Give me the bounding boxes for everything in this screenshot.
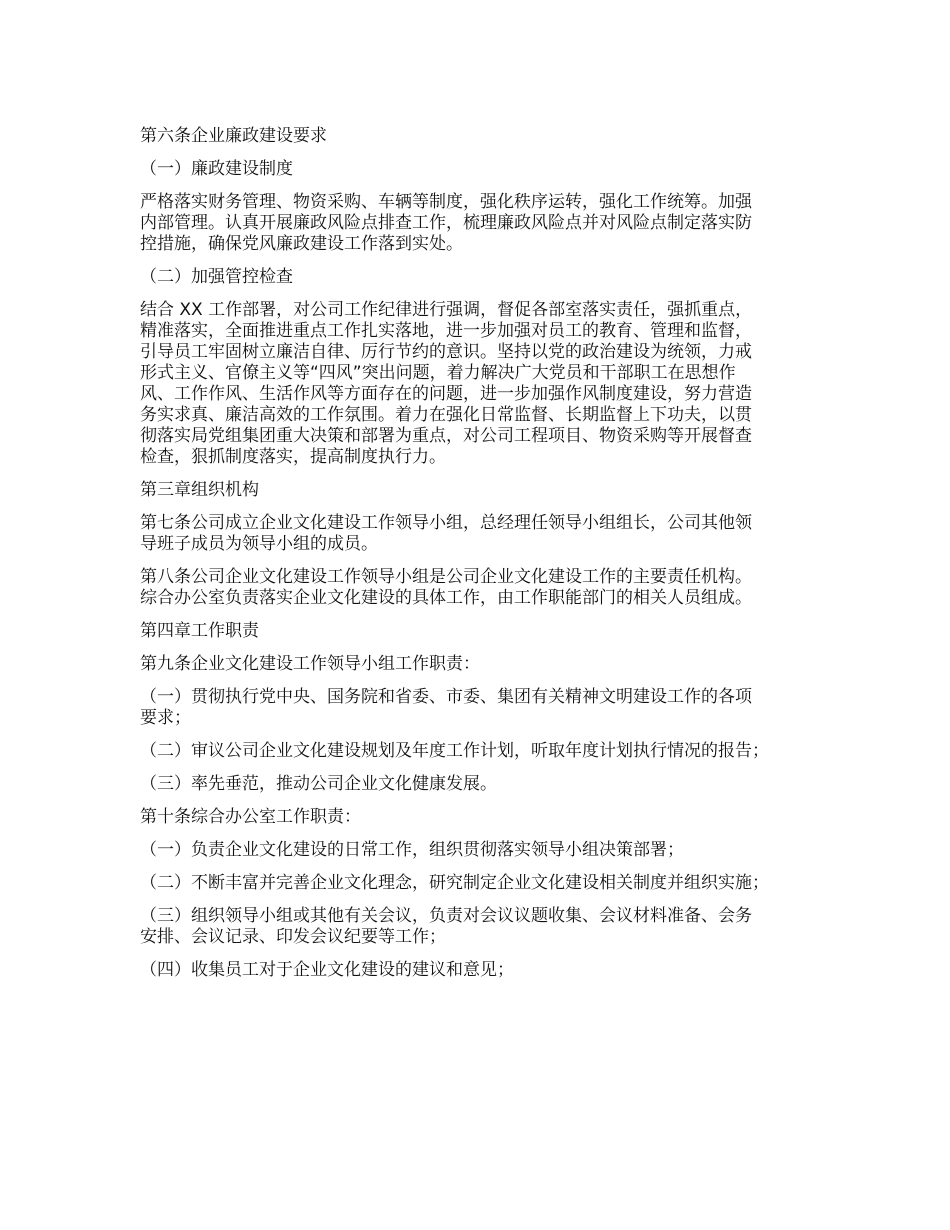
control-inspection-paragraph bbox=[140, 300, 830, 468]
text-line: 第四章工作职责 bbox=[140, 621, 259, 641]
text-line: 务实求真、廉洁高效的工作氛围。着力在强化日常监督、长期监督上下功夫，以贯 bbox=[140, 405, 752, 425]
text-line: 第三章组织机构 bbox=[140, 480, 259, 500]
article-9-item-1 bbox=[140, 687, 830, 729]
article-9-item-3 bbox=[140, 774, 830, 795]
text-line: （一）贯彻执行党中央、国务院和省委、市委、集团有关精神文明建设工作的各项 bbox=[140, 687, 752, 707]
text-line: 精准落实，全面推进重点工作扎实落地，进一步加强对员工的教育、管理和监督， bbox=[140, 321, 752, 341]
article-10-paragraph bbox=[140, 807, 830, 828]
text-line: 内部管理。认真开展廉政风险点排查工作，梳理廉政风险点并对风险点制定落实防 bbox=[140, 213, 752, 233]
text-line: （一）负责企业文化建设的日常工作，组织贯彻落实领导小组决策部署； bbox=[140, 840, 684, 860]
text-line: 结合 XX 工作部署，对公司工作纪律进行强调，督促各部室落实责任，强抓重点， bbox=[140, 300, 753, 320]
text-line: 引导员工牢固树立廉洁自律、厉行节约的意识。坚持以党的政治建设为统领，力戒 bbox=[140, 342, 752, 362]
text-line: 控措施，确保党风廉政建设工作落到实处。 bbox=[140, 234, 463, 254]
article-6-heading bbox=[140, 126, 830, 147]
chapter-3-heading bbox=[140, 480, 830, 501]
text-line: 严格落实财务管理、物资采购、车辆等制度，强化秩序运转，强化工作统筹。加强 bbox=[140, 192, 752, 212]
article-9-item-2 bbox=[140, 741, 830, 762]
text-line: （二）审议公司企业文化建设规划及年度工作计划，听取年度计划执行情况的报告； bbox=[140, 741, 769, 761]
document-page bbox=[140, 126, 830, 993]
text-line: 第十条综合办公室工作职责： bbox=[140, 807, 361, 827]
text-line: 检查，狠抓制度落实，提高制度执行力。 bbox=[140, 447, 446, 467]
text-line: （三）组织领导小组或其他有关会议，负责对会议议题收集、会议材料准备、会务 bbox=[140, 906, 752, 926]
text-line: 形式主义、官僚主义等“四风”突出问题，着力解决广大党员和干部职工在思想作 bbox=[140, 363, 736, 383]
text-line: 综合办公室负责落实企业文化建设的具体工作，由工作职能部门的相关人员组成。 bbox=[140, 588, 752, 608]
text-line: （一）廉政建设制度 bbox=[140, 159, 293, 179]
article-10-item-2 bbox=[140, 873, 830, 894]
text-line: 第七条公司成立企业文化建设工作领导小组，总经理任领导小组组长，公司其他领 bbox=[140, 513, 752, 533]
article-10-item-3 bbox=[140, 906, 830, 948]
integrity-system-paragraph bbox=[140, 192, 830, 255]
article-8-paragraph bbox=[140, 567, 830, 609]
text-line: 第八条公司企业文化建设工作领导小组是公司企业文化建设工作的主要责任机构。 bbox=[140, 567, 752, 587]
text-line: 风、工作作风、生活作风等方面存在的问题，进一步加强作风制度建设，努力营造 bbox=[140, 384, 752, 404]
article-9-paragraph bbox=[140, 654, 830, 675]
section-1-subheading bbox=[140, 159, 830, 180]
text-line: 彻落实局党组集团重大决策和部署为重点，对公司工程项目、物资采购等开展督查 bbox=[140, 426, 752, 446]
text-line: 安排、会议记录、印发会议纪要等工作； bbox=[140, 927, 446, 947]
text-line: 第六条企业廉政建设要求 bbox=[140, 126, 327, 146]
text-line: （二）不断丰富并完善企业文化理念，研究制定企业文化建设相关制度并组织实施； bbox=[140, 873, 769, 893]
text-line: （四）收集员工对于企业文化建设的建议和意见； bbox=[140, 960, 514, 980]
article-10-item-1 bbox=[140, 840, 830, 861]
chapter-4-heading bbox=[140, 621, 830, 642]
article-7-paragraph bbox=[140, 513, 830, 555]
article-10-item-4 bbox=[140, 960, 830, 981]
text-line: 要求； bbox=[140, 708, 191, 728]
text-line: 第九条企业文化建设工作领导小组工作职责： bbox=[140, 654, 480, 674]
section-2-subheading bbox=[140, 267, 830, 288]
text-line: （二）加强管控检查 bbox=[140, 267, 293, 287]
text-line: （三）率先垂范，推动公司企业文化健康发展。 bbox=[140, 774, 497, 794]
text-line: 导班子成员为领导小组的成员。 bbox=[140, 534, 378, 554]
